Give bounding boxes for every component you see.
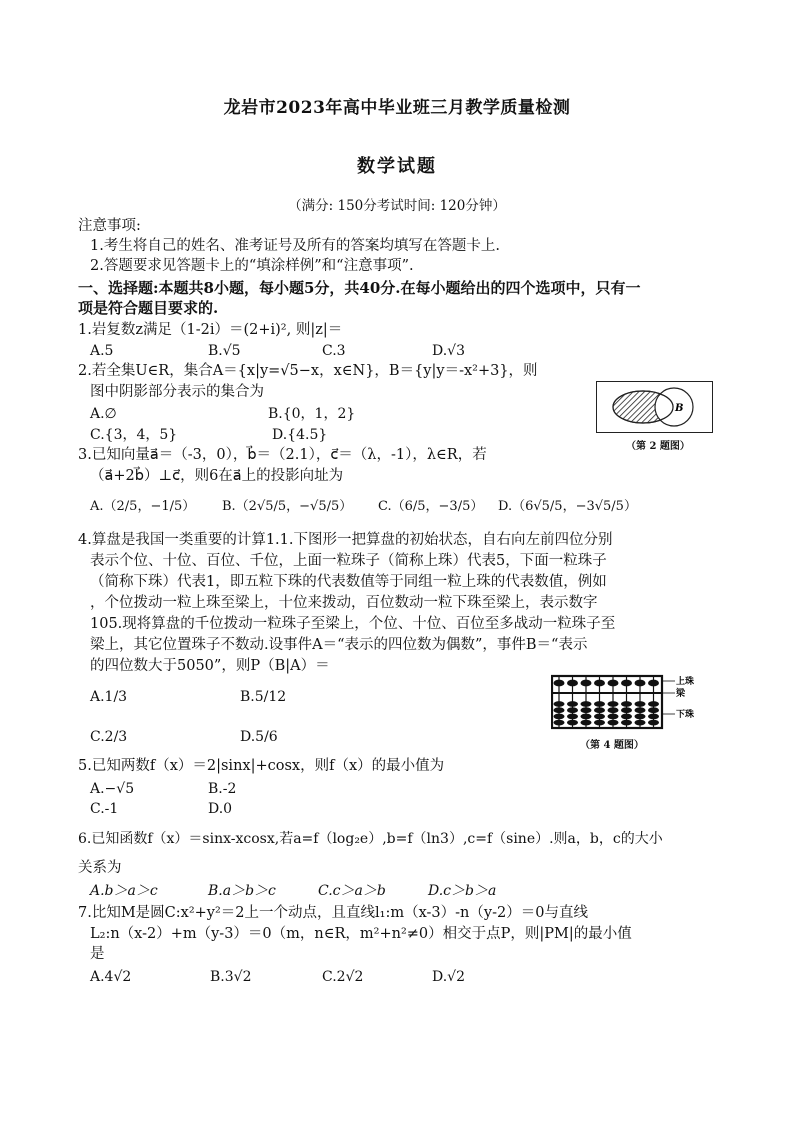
abacus-lower-bead: [635, 701, 646, 707]
abacus-lower-bead: [621, 701, 632, 707]
q7-stem-line1: 7.比知M是圆C:x²+y²＝2上一个动点，且直线l₁:m（x-3）-n（y-2）＝0与直线: [78, 905, 588, 921]
q3-stem-line1: 3.已知向量a⃗＝（-3，0），b⃗＝（2.1），c⃗＝（λ，-1），λ∈R，若: [78, 447, 487, 463]
q1-option-b: B.√5: [208, 343, 241, 359]
abacus-lower-bead: [648, 707, 659, 713]
q5-option-b: B.-2: [208, 781, 237, 797]
q4-figure-caption: （第 4 题图）: [580, 740, 644, 751]
abacus-lower-bead: [608, 720, 619, 726]
q3-option-b: B.（2√5/5，−√5/5）: [222, 499, 353, 514]
abacus-lower-bead: [621, 714, 632, 720]
q6-option-a: A.b＞a＞c: [90, 883, 158, 899]
q4-stem-line7: 的四位数大于5050”，则P（B|A）＝: [90, 658, 330, 674]
abacus-lower-bead: [608, 707, 619, 713]
abacus-lower-bead: [581, 714, 592, 720]
q4-stem-line6: 梁上，其它位置珠子不数动.设事件A＝“表示的四位数为偶数”，事件B＝“表示: [90, 637, 588, 653]
q4-option-d: D.5/6: [240, 729, 278, 745]
q6-stem-line2: 关系为: [78, 860, 122, 876]
abacus-upper-bead: [648, 680, 659, 687]
abacus-upper-bead: [635, 680, 646, 687]
q3-option-a: A.（2/5，−1/5）: [90, 499, 196, 514]
abacus-lower-bead: [594, 701, 605, 707]
q6-option-d: D.c＞b＞a: [428, 883, 497, 899]
abacus-lower-bead: [621, 720, 632, 726]
abacus-lower-bead: [648, 701, 659, 707]
q4-option-a: A.1/3: [90, 689, 128, 705]
notice-item-2: 2.答题要求见答题卡上的“填涂样例”和“注意事项”.: [90, 258, 414, 274]
q5-stem: 5.已知两数f（x）＝2|sinx|+cosx，则f（x）的最小值为: [78, 758, 445, 774]
abacus-lower-bead: [581, 701, 592, 707]
q2-option-d: D.{4.5}: [272, 427, 328, 443]
q7-stem-line3: 是: [90, 946, 105, 962]
abacus-lower-bead: [567, 714, 578, 720]
q3-option-c: C.（6/5，−3/5）: [378, 499, 484, 514]
q2-stem-line2: 图中阴影部分表示的集合为: [90, 384, 264, 400]
abacus-lower-bead: [635, 707, 646, 713]
abacus-lower-bead: [581, 720, 592, 726]
q3-option-d: D.（6√5/5，−3√5/5）: [498, 499, 637, 514]
abacus-lower-bead: [608, 714, 619, 720]
q6-stem-line1: 6.已知函数f（x）＝sinx-xcosx,若a=f（log₂e）,b=f（ln3）,c=f（sine）.则a，b，c的大小: [78, 831, 663, 847]
abacus-lower-bead: [635, 720, 646, 726]
q4-stem-line4: ，个位拨动一粒上珠至梁上，十位来拨动，百位数动一粒下珠至梁上，表示数字: [90, 595, 598, 611]
section-heading-line2: 项是符合题目要求的.: [78, 299, 219, 317]
q1-option-a: A.5: [90, 343, 114, 359]
legend-beam: 梁: [676, 689, 686, 699]
q4-option-c: C.2/3: [90, 729, 128, 745]
q4-stem-line2: 表示个位、十位、百位、千位，上面一粒珠子（简称上珠）代表5，下面一粒珠子: [90, 553, 607, 569]
abacus-lower-bead: [581, 707, 592, 713]
abacus-upper-bead: [594, 680, 605, 687]
subject-title: 数学试题: [357, 156, 437, 177]
q7-option-c: C.2√2: [322, 969, 364, 985]
venn-diagram-figure: [596, 381, 713, 433]
set-b-label: B: [675, 403, 684, 414]
q4-option-b: B.5/12: [240, 689, 287, 705]
q4-stem-line3: （简称下珠）代表1，即五粒下珠的代表数值等于同组一粒上珠的代表数值，例如: [90, 574, 607, 590]
abacus-lower-bead: [594, 714, 605, 720]
q1-option-c: C.3: [322, 343, 346, 359]
q1-stem: 1.岩复数z满足（1-2i）＝(2+i)², 则|z|＝: [78, 322, 343, 338]
q3-stem-line2: （a⃗+2b⃗）⊥c⃗，则6在a⃗上的投影向址为: [90, 468, 344, 484]
abacus-lower-bead: [554, 701, 565, 707]
q5-option-d: D.0: [208, 801, 233, 817]
abacus-lower-bead: [648, 720, 659, 726]
q7-stem-line2: L₂:n（x-2）+m（y-3）＝0（m，n∈R，m²+n²≠0）相交于点P，则|PM|的最小值: [90, 926, 632, 942]
q4-stem-line5: 105.现将算盘的千位拨动一粒珠子至梁上，个位、十位、百位至多战动一粒珠子至: [90, 616, 616, 632]
q4-stem-line1: 4.算盘是我国一类重要的计算1.1.下图形一把算盘的初始状态，自右向左前四位分别: [78, 532, 613, 548]
abacus-upper-bead: [567, 680, 578, 687]
exam-title: 龙岩市2023年高中毕业班三月教学质量检测: [223, 98, 571, 118]
q7-option-b: B.3√2: [210, 969, 252, 985]
notice-heading: 注意事项:: [78, 218, 141, 234]
q6-option-c: C.c＞a＞b: [318, 883, 386, 899]
q5-option-a: A.−√5: [90, 781, 135, 797]
abacus-upper-bead: [621, 680, 632, 687]
q2-option-a: A.∅: [90, 406, 117, 422]
q5-option-c: C.-1: [90, 801, 119, 817]
exam-info: （满分: 150分考试时间: 120分钟）: [288, 198, 506, 214]
q2-option-c: C.{3，4，5}: [90, 427, 178, 443]
abacus-upper-bead: [608, 680, 619, 687]
abacus-lower-bead: [648, 714, 659, 720]
q2-stem-line1: 2.若全集U∈R，集合A＝{x|y=√5−x，x∈N}，B＝{y|y＝-x²+3}，则: [78, 363, 538, 379]
abacus-lower-bead: [621, 707, 632, 713]
abacus-lower-bead: [594, 720, 605, 726]
abacus-figure: [551, 674, 721, 730]
q2-figure-caption: （第 2 题图）: [626, 441, 690, 452]
abacus-lower-bead: [554, 720, 565, 726]
abacus-lower-bead: [554, 714, 565, 720]
q6-option-b: B.a＞b＞c: [208, 883, 276, 899]
q1-option-d: D.√3: [432, 343, 466, 359]
q7-option-a: A.4√2: [90, 969, 132, 985]
section-heading-line1: 一、选择题:本题共8小题，每小题5分，共40分.在每小题给出的四个选项中，只有一: [78, 279, 641, 297]
abacus-lower-bead: [635, 714, 646, 720]
abacus-diagram: [551, 674, 721, 730]
abacus-lower-bead: [594, 707, 605, 713]
abacus-lower-bead: [567, 701, 578, 707]
abacus-lower-bead: [608, 701, 619, 707]
abacus-upper-bead: [581, 680, 592, 687]
venn-diagram: [597, 382, 712, 432]
q7-option-d: D.√2: [432, 969, 466, 985]
legend-upper-bead: 上珠: [676, 677, 695, 687]
legend-lower-bead: 下珠: [676, 710, 695, 720]
q2-option-b: B.{0，1，2}: [268, 406, 356, 422]
notice-item-1: 1.考生将自己的姓名、准考证号及所有的答案均填写在答题卡上.: [90, 238, 500, 254]
abacus-upper-bead: [554, 680, 565, 687]
abacus-lower-bead: [567, 720, 578, 726]
abacus-lower-bead: [554, 707, 565, 713]
abacus-lower-bead: [567, 707, 578, 713]
